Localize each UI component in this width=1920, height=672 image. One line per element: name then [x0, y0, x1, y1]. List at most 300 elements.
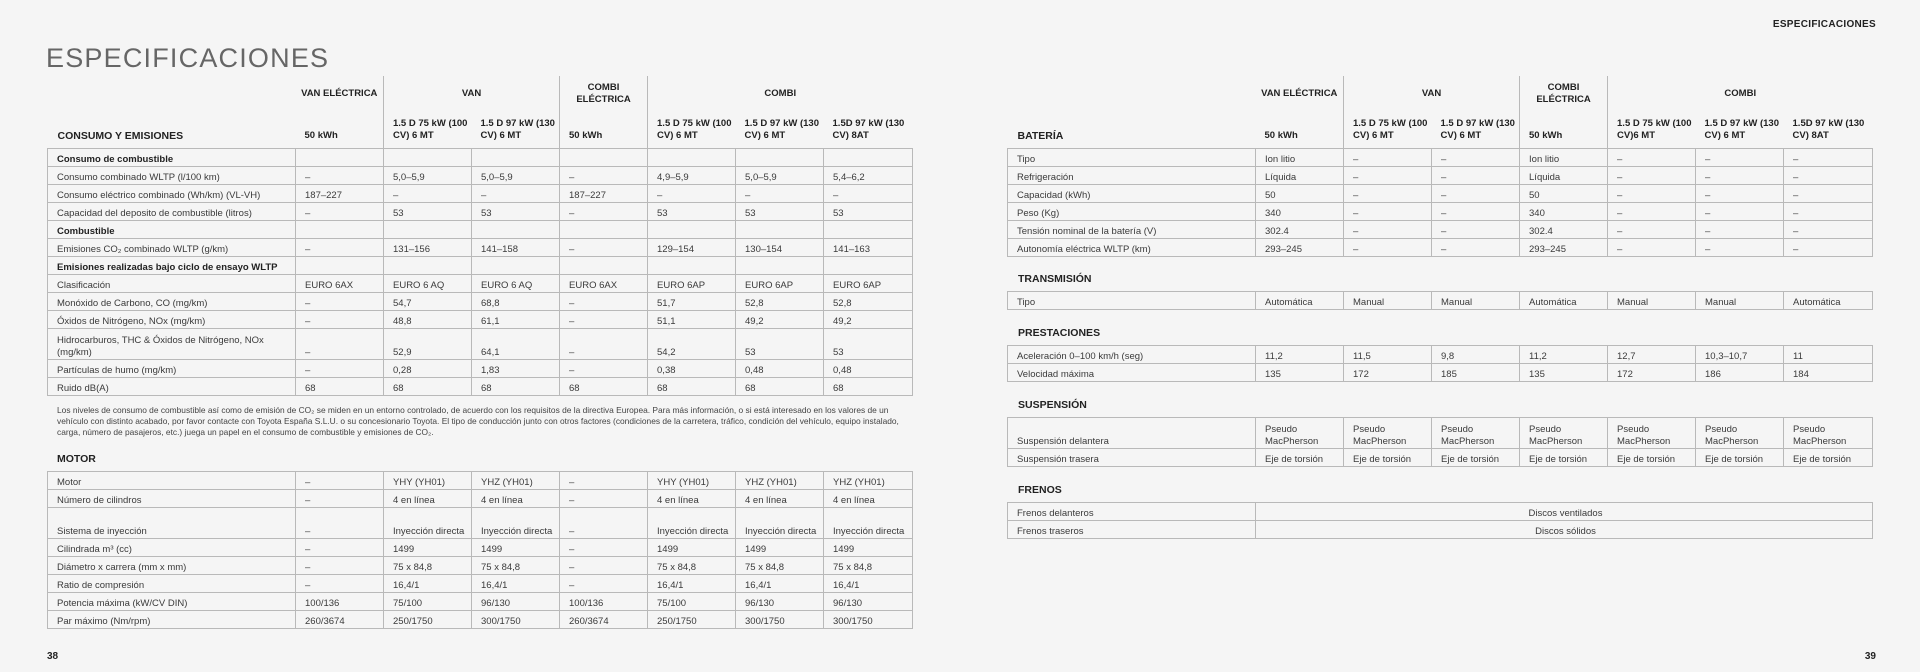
row-label: Velocidad máxima	[1008, 364, 1256, 382]
empty-cell	[648, 220, 736, 238]
row-value: Automática	[1256, 292, 1344, 310]
table-row	[1008, 346, 1873, 364]
header-spacer	[48, 76, 296, 112]
row-label: Tipo	[1008, 292, 1256, 310]
row-value: 68	[296, 377, 384, 395]
table-row	[48, 256, 913, 274]
row-value: 186	[1696, 364, 1784, 382]
row-label: Motor	[48, 472, 296, 490]
row-value: –	[1696, 202, 1784, 220]
row-value: –	[560, 292, 648, 310]
row-value: 68	[648, 377, 736, 395]
table-row	[1008, 503, 1873, 521]
header-group-combi-electrica: COMBI ELÉCTRICA	[1520, 76, 1608, 112]
empty-cell	[560, 148, 648, 166]
row-value: 1499	[648, 539, 736, 557]
table-row	[48, 328, 913, 359]
page-title: ESPECIFICACIONES	[46, 43, 330, 73]
row-value: –	[296, 472, 384, 490]
row-value: 4 en línea	[824, 490, 913, 508]
row-value: –	[384, 184, 472, 202]
row-value: EURO 6AP	[824, 274, 913, 292]
row-value: 51,1	[648, 310, 736, 328]
header-variant: 1.5 D 75 kW (100 CV) 6 MT	[1344, 112, 1432, 148]
row-value: Pseudo MacPherson	[1696, 418, 1784, 449]
row-value: –	[296, 310, 384, 328]
header-variant: 1.5D 97 kW (130 CV) 8AT	[832, 117, 905, 141]
row-value: 96/130	[824, 593, 913, 611]
motor-table	[47, 471, 913, 629]
suspension-table	[1007, 417, 1873, 467]
table-row	[48, 238, 913, 256]
row-value: YHY (YH01)	[648, 472, 736, 490]
row-label: Clasificación	[48, 274, 296, 292]
header-group-van: VAN	[1344, 76, 1520, 112]
row-value: –	[1784, 148, 1873, 166]
row-value: 49,2	[824, 310, 913, 328]
row-value: 172	[1608, 364, 1696, 382]
row-value: 1,83	[472, 359, 560, 377]
table-row	[48, 508, 913, 539]
row-label: Par máximo (Nm/rpm)	[48, 611, 296, 629]
row-label: Hidrocarburos, THC & Óxidos de Nitrógeno, NOx (mg/km)	[48, 328, 296, 359]
row-value: 16,4/1	[824, 575, 913, 593]
row-value: 52,9	[384, 328, 472, 359]
row-value: –	[1696, 238, 1784, 256]
header-variant: 1.5 D 97 kW (130 CV) 6 MT	[1440, 117, 1515, 141]
row-value: Manual	[1608, 292, 1696, 310]
row-value: –	[1696, 220, 1784, 238]
row-value: 54,7	[384, 292, 472, 310]
row-value: 11,2	[1520, 346, 1608, 364]
header-spacer	[1008, 76, 1256, 112]
consumo-emisiones-table	[47, 76, 913, 396]
empty-cell	[824, 220, 913, 238]
row-value: Inyección directa	[736, 508, 824, 539]
empty-cell	[472, 220, 560, 238]
empty-cell	[384, 220, 472, 238]
row-value: Inyección directa	[824, 508, 913, 539]
row-value: Pseudo MacPherson	[1256, 418, 1344, 449]
section-title-consumo: CONSUMO Y EMISIONES	[57, 129, 184, 142]
row-value: –	[1784, 238, 1873, 256]
row-value: 12,7	[1608, 346, 1696, 364]
row-value: 51,7	[648, 292, 736, 310]
table-row	[48, 184, 913, 202]
row-value: –	[1608, 166, 1696, 184]
row-value: –	[560, 359, 648, 377]
row-value: 75 x 84,8	[736, 557, 824, 575]
row-value: 5,0–5,9	[384, 166, 472, 184]
row-value: –	[1432, 220, 1520, 238]
row-value: 16,4/1	[736, 575, 824, 593]
row-value: –	[560, 539, 648, 557]
header-variant: 50 kWh	[1520, 112, 1608, 148]
row-value: 302.4	[1520, 220, 1608, 238]
row-value: 53	[472, 202, 560, 220]
empty-cell	[384, 256, 472, 274]
header-group-combi: COMBI	[648, 76, 913, 112]
table-row	[48, 202, 913, 220]
row-value: YHZ (YH01)	[824, 472, 913, 490]
header-variant: 50 kWh	[304, 129, 338, 141]
row-value: Líquida	[1520, 166, 1608, 184]
row-value: –	[1344, 238, 1432, 256]
row-value: 75/100	[384, 593, 472, 611]
row-value: 135	[1520, 364, 1608, 382]
table-row	[48, 310, 913, 328]
row-value: 260/3674	[560, 611, 648, 629]
empty-cell	[736, 256, 824, 274]
table-row	[48, 292, 913, 310]
row-value: 1499	[736, 539, 824, 557]
row-label: Capacidad del deposito de combustible (litros)	[48, 202, 296, 220]
frenos-table	[1007, 502, 1873, 539]
row-value: 141–163	[824, 238, 913, 256]
row-label: Potencia máxima (kW/CV DIN)	[48, 593, 296, 611]
row-value: EURO 6 AQ	[472, 274, 560, 292]
row-label: Ratio de compresión	[48, 575, 296, 593]
header-group-combi-electrica: COMBI ELÉCTRICA	[560, 76, 648, 112]
row-label: Consumo combinado WLTP (l/100 km)	[48, 166, 296, 184]
header-variant: 1.5D 97 kW (130 CV) 8AT	[1792, 117, 1865, 141]
header-variant: 1.5 D 97 kW (130 CV) 6 MT	[480, 117, 555, 141]
table-row	[48, 377, 913, 395]
row-value: YHY (YH01)	[384, 472, 472, 490]
row-label: Número de cilindros	[48, 490, 296, 508]
row-value: 100/136	[560, 593, 648, 611]
row-value: –	[560, 557, 648, 575]
row-value: –	[1432, 166, 1520, 184]
table-row	[1008, 220, 1873, 238]
empty-cell	[560, 256, 648, 274]
row-value: 293–245	[1256, 238, 1344, 256]
row-value: Automática	[1520, 292, 1608, 310]
table-row	[48, 148, 913, 166]
page-number-right: 39	[1864, 651, 1876, 662]
row-value: 100/136	[296, 593, 384, 611]
row-value: 141–158	[472, 238, 560, 256]
table-row	[1008, 449, 1873, 467]
row-label: Sistema de inyección	[48, 508, 296, 539]
row-value: 300/1750	[824, 611, 913, 629]
empty-cell	[472, 256, 560, 274]
row-value: 64,1	[472, 328, 560, 359]
row-value: 300/1750	[472, 611, 560, 629]
row-value: 0,38	[648, 359, 736, 377]
frenos-section-title: FRENOS	[1018, 484, 1062, 496]
row-value: 53	[384, 202, 472, 220]
table-row	[48, 539, 913, 557]
row-value: –	[736, 184, 824, 202]
prestaciones-table	[1007, 345, 1873, 382]
row-value: EURO 6 AQ	[384, 274, 472, 292]
row-value: 16,4/1	[648, 575, 736, 593]
row-value: 0,28	[384, 359, 472, 377]
row-label: Ruido dB(A)	[48, 377, 296, 395]
row-value: –	[1344, 202, 1432, 220]
row-value: Ion litio	[1256, 148, 1344, 166]
row-value: 4,9–5,9	[648, 166, 736, 184]
row-value: 68	[824, 377, 913, 395]
table-row	[48, 557, 913, 575]
row-value: 50	[1520, 184, 1608, 202]
row-value: –	[560, 166, 648, 184]
header-variant: 1.5 D 75 kW (100 CV) 6 MT	[384, 112, 472, 148]
row-value: 68,8	[472, 292, 560, 310]
row-value: –	[1784, 166, 1873, 184]
section-title-bateria: BATERÍA	[1017, 129, 1064, 142]
header-group-van-electrica: VAN ELÉCTRICA	[1261, 88, 1338, 99]
row-value: 340	[1256, 202, 1344, 220]
row-value: –	[1696, 184, 1784, 202]
row-value: 96/130	[472, 593, 560, 611]
row-value: Manual	[1432, 292, 1520, 310]
row-value: –	[1608, 220, 1696, 238]
row-value: –	[1784, 220, 1873, 238]
row-label: Óxidos de Nitrógeno, NOx (mg/km)	[48, 310, 296, 328]
row-value: 4 en línea	[736, 490, 824, 508]
row-value: –	[560, 328, 648, 359]
row-value: 250/1750	[384, 611, 472, 629]
row-value: –	[296, 328, 384, 359]
row-value: –	[1432, 184, 1520, 202]
empty-cell	[824, 256, 913, 274]
row-value: –	[1696, 148, 1784, 166]
row-value: 52,8	[736, 292, 824, 310]
header-variant: 1.5 D 97 kW (130 CV) 6 MT	[1704, 117, 1779, 141]
row-value: –	[296, 490, 384, 508]
empty-cell	[648, 256, 736, 274]
header-group-combi: COMBI	[1608, 76, 1873, 112]
transmision-section-title: TRANSMISIÓN	[1018, 273, 1092, 285]
row-value: Pseudo MacPherson	[1344, 418, 1432, 449]
row-value: –	[296, 359, 384, 377]
row-value: 75 x 84,8	[824, 557, 913, 575]
row-label: Capacidad (kWh)	[1008, 184, 1256, 202]
row-value: Automática	[1784, 292, 1873, 310]
emissions-disclaimer-note: Los niveles de consumo de combustible así como de emisión de CO₂ se miden en un entorno controlado, de acuerdo con los requisitos de la directiva Europea. Para más información, o si está interesado en los valores de un vehículo con distinto acabado, por favor contacte con Toyota España S.L.U. o su concesionario Toyota. El tipo de conducción junto con otros factores (condiciones de la carretera, tráfico, condición del vehículo, equipo instalado, carga, número de pasajeros, etc.) juega un papel en el consumo de combustible y emisiones de CO₂.	[57, 405, 899, 437]
row-value: –	[1432, 202, 1520, 220]
header-variant: 1.5 D 97 kW (130 CV) 6 MT	[744, 117, 819, 141]
row-value: 130–154	[736, 238, 824, 256]
row-value: 293–245	[1520, 238, 1608, 256]
row-label: Emisiones CO₂ combinado WLTP (g/km)	[48, 238, 296, 256]
row-value: 11,5	[1344, 346, 1432, 364]
row-value: 10,3–10,7	[1696, 346, 1784, 364]
row-value: 53	[736, 328, 824, 359]
row-value: 131–156	[384, 238, 472, 256]
row-label: Autonomía eléctrica WLTP (km)	[1008, 238, 1256, 256]
row-value: 53	[648, 202, 736, 220]
row-value: –	[296, 557, 384, 575]
row-value: –	[1344, 148, 1432, 166]
row-value: EURO 6AX	[560, 274, 648, 292]
table-row	[1008, 292, 1873, 310]
row-value: 53	[736, 202, 824, 220]
row-value: –	[560, 202, 648, 220]
row-value: Eje de torsión	[1256, 449, 1344, 467]
row-value: 5,4–6,2	[824, 166, 913, 184]
row-value: Pseudo MacPherson	[1432, 418, 1520, 449]
row-value: –	[648, 184, 736, 202]
row-label: Aceleración 0–100 km/h (seg)	[1008, 346, 1256, 364]
row-label: Consumo de combustible	[48, 148, 296, 166]
header-variant: 50 kWh	[1264, 129, 1298, 141]
row-label: Frenos traseros	[1008, 521, 1256, 539]
row-value: Eje de torsión	[1696, 449, 1784, 467]
row-value: Eje de torsión	[1608, 449, 1696, 467]
table-row	[48, 166, 913, 184]
row-value: –	[1432, 238, 1520, 256]
row-label: Refrigeración	[1008, 166, 1256, 184]
row-value: Inyección directa	[384, 508, 472, 539]
table-row	[1008, 184, 1873, 202]
row-value: –	[1608, 202, 1696, 220]
row-label: Tensión nominal de la batería (V)	[1008, 220, 1256, 238]
row-value: 5,0–5,9	[472, 166, 560, 184]
header-group-van-electrica: VAN ELÉCTRICA	[301, 88, 378, 99]
motor-section-title: MOTOR	[57, 453, 96, 465]
empty-cell	[736, 148, 824, 166]
table-row	[48, 575, 913, 593]
row-label: Suspensión delantera	[1008, 418, 1256, 449]
row-value: 260/3674	[296, 611, 384, 629]
row-value: 11	[1784, 346, 1873, 364]
row-value: –	[1608, 148, 1696, 166]
row-value: 75/100	[648, 593, 736, 611]
row-value: 340	[1520, 202, 1608, 220]
row-value: 61,1	[472, 310, 560, 328]
row-value: 4 en línea	[648, 490, 736, 508]
row-value: 300/1750	[736, 611, 824, 629]
row-label: Tipo	[1008, 148, 1256, 166]
row-value-span: Discos sólidos	[1256, 521, 1873, 539]
row-value: 48,8	[384, 310, 472, 328]
empty-cell	[296, 220, 384, 238]
row-label: Partículas de humo (mg/km)	[48, 359, 296, 377]
row-value: 250/1750	[648, 611, 736, 629]
row-value: 187–227	[560, 184, 648, 202]
row-value: Inyección directa	[472, 508, 560, 539]
row-value: 1499	[824, 539, 913, 557]
header-variant: 1.5 D 75 kW (100 CV)6 MT	[1608, 112, 1696, 148]
row-value: Ion litio	[1520, 148, 1608, 166]
empty-cell	[824, 148, 913, 166]
table-row	[1008, 202, 1873, 220]
row-value: 49,2	[736, 310, 824, 328]
header-variant: 1.5 D 75 kW (100 CV) 6 MT	[648, 112, 736, 148]
row-value: –	[1344, 166, 1432, 184]
row-label: Suspensión trasera	[1008, 449, 1256, 467]
row-value: 52,8	[824, 292, 913, 310]
row-value: –	[296, 539, 384, 557]
row-value: –	[560, 472, 648, 490]
row-value: Eje de torsión	[1344, 449, 1432, 467]
table-row	[48, 593, 913, 611]
row-label: Peso (Kg)	[1008, 202, 1256, 220]
table-row	[48, 359, 913, 377]
row-value: 68	[736, 377, 824, 395]
table-row	[48, 220, 913, 238]
empty-cell	[384, 148, 472, 166]
row-value: 9,8	[1432, 346, 1520, 364]
empty-cell	[296, 256, 384, 274]
row-value: 53	[824, 202, 913, 220]
row-value: 135	[1256, 364, 1344, 382]
row-value: YHZ (YH01)	[472, 472, 560, 490]
row-value: –	[560, 310, 648, 328]
row-value: Eje de torsión	[1432, 449, 1520, 467]
row-value: –	[560, 490, 648, 508]
row-value: –	[296, 238, 384, 256]
row-value: 16,4/1	[472, 575, 560, 593]
row-label: Combustible	[48, 220, 296, 238]
table-row	[48, 274, 913, 292]
empty-cell	[560, 220, 648, 238]
row-label: Diámetro x carrera (mm x mm)	[48, 557, 296, 575]
row-value: 75 x 84,8	[384, 557, 472, 575]
row-value: 53	[824, 328, 913, 359]
row-value: –	[560, 575, 648, 593]
row-value: –	[296, 575, 384, 593]
empty-cell	[472, 148, 560, 166]
row-value: Inyección directa	[648, 508, 736, 539]
empty-cell	[736, 220, 824, 238]
row-value: 68	[384, 377, 472, 395]
suspension-section-title: SUSPENSIÓN	[1018, 399, 1087, 411]
row-value-span: Discos ventilados	[1256, 503, 1873, 521]
empty-cell	[296, 148, 384, 166]
row-value: 75 x 84,8	[648, 557, 736, 575]
row-value: –	[472, 184, 560, 202]
row-value: YHZ (YH01)	[736, 472, 824, 490]
row-value: –	[560, 508, 648, 539]
header-group-van: VAN	[384, 76, 560, 112]
row-value: 302.4	[1256, 220, 1344, 238]
table-row	[48, 472, 913, 490]
row-value: –	[296, 202, 384, 220]
row-value: 185	[1432, 364, 1520, 382]
table-row	[48, 611, 913, 629]
row-value: 129–154	[648, 238, 736, 256]
header-variant: 50 kWh	[560, 112, 648, 148]
row-value: Pseudo MacPherson	[1784, 418, 1873, 449]
row-label: Frenos delanteros	[1008, 503, 1256, 521]
row-value: 184	[1784, 364, 1873, 382]
row-value: 4 en línea	[384, 490, 472, 508]
row-value: Manual	[1344, 292, 1432, 310]
table-row	[1008, 166, 1873, 184]
row-value: 5,0–5,9	[736, 166, 824, 184]
page-header-label: ESPECIFICACIONES	[1772, 19, 1876, 30]
row-value: Eje de torsión	[1784, 449, 1873, 467]
row-value: EURO 6AP	[736, 274, 824, 292]
row-value: –	[1608, 184, 1696, 202]
row-value: –	[1344, 184, 1432, 202]
row-value: 0,48	[736, 359, 824, 377]
table-row	[48, 490, 913, 508]
row-value: EURO 6AP	[648, 274, 736, 292]
row-value: EURO 6AX	[296, 274, 384, 292]
row-value: 75 x 84,8	[472, 557, 560, 575]
transmision-table	[1007, 291, 1873, 310]
row-value: 1499	[472, 539, 560, 557]
row-value: –	[1344, 220, 1432, 238]
row-value: 187–227	[296, 184, 384, 202]
row-value: Pseudo MacPherson	[1520, 418, 1608, 449]
table-row	[1008, 418, 1873, 449]
